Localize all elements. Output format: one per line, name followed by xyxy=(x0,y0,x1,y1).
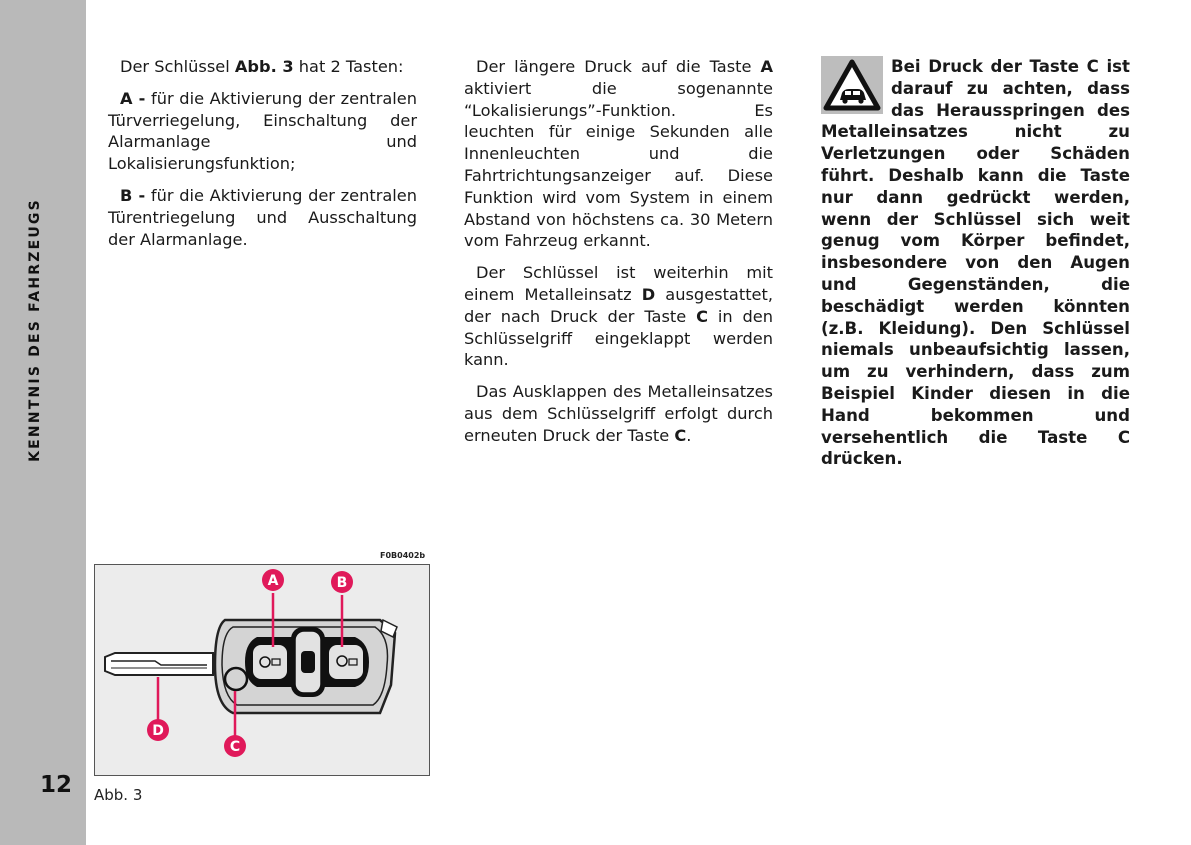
text: in den Schlüsselgriff eingeklappt werden kann. xyxy=(464,306,773,370)
figure-code: F0B0402b xyxy=(380,551,426,560)
text: Der längere Druck auf die Taste xyxy=(476,57,761,76)
paragraph xyxy=(108,185,417,250)
label-c xyxy=(224,735,246,757)
text: für die Aktivierung der zentralen Türverriegelung, Einschaltung der Alarmanlage und Lokalisierungsfunktion; xyxy=(108,88,417,174)
text: ausgestattet, der nach Druck der Taste xyxy=(464,284,773,326)
bold-text: A - xyxy=(120,88,146,108)
text-column-2 xyxy=(464,56,773,457)
svg-text:B: B xyxy=(336,575,348,591)
bold-text: B - xyxy=(120,185,146,205)
bold-text: Abb. 3 xyxy=(234,57,294,76)
paragraph xyxy=(108,56,417,78)
bold-text: C xyxy=(674,425,687,445)
key-illustration xyxy=(94,564,430,776)
text: Der Schlüssel ist weiterhin mit einem Metalleinsatz xyxy=(464,263,773,304)
svg-text:C: C xyxy=(229,739,241,755)
paragraph xyxy=(464,262,773,371)
paragraph xyxy=(464,56,773,252)
label-a xyxy=(262,569,284,591)
text: hat 2 Tasten: xyxy=(293,57,404,76)
figure-caption: Abb. 3 xyxy=(94,786,143,804)
warning-column xyxy=(821,56,1130,470)
warning-triangle-car-icon xyxy=(821,56,883,114)
text: aktiviert die sogenannte “Lokalisierungs”-Funktion. Es leuchten für einige Sekunden alle Innenleuchten und die Fahrtrichtungsanzeiger auf. Diese Funktion wird vom System in einem Abstand von höchstens ca. 30 Metern vom Fahrzeug erkannt. xyxy=(464,78,773,251)
paragraph xyxy=(464,381,773,446)
label-b xyxy=(331,571,353,593)
sidebar xyxy=(0,0,86,845)
bold-text: C xyxy=(696,306,708,326)
bold-text: D xyxy=(641,284,656,304)
label-d xyxy=(147,719,169,741)
svg-text:D: D xyxy=(152,723,164,739)
bold-text: A xyxy=(760,57,773,76)
text: für die Aktivierung der zentralen Türentriegelung und Ausschaltung der Alarmanlage. xyxy=(108,185,417,249)
text: . xyxy=(686,425,692,445)
paragraph xyxy=(108,88,417,175)
metal-blade xyxy=(105,653,213,675)
text: Das Ausklappen des Metalleinsatzes aus dem Schlüsselgriff erfolgt durch erneuten Druck der Taste xyxy=(464,382,773,445)
key-fob-body xyxy=(215,620,397,713)
page-number: 12 xyxy=(40,772,73,798)
svg-text:A: A xyxy=(267,573,279,589)
text: Der Schlüssel xyxy=(120,57,235,76)
section-title: KENNTNIS DES FAHRZEUGS xyxy=(27,198,43,462)
text-column-1 xyxy=(108,56,417,260)
warning-text: Bei Druck der Taste C ist darauf zu achten, dass das Herausspringen des Metalleinsatzes nicht zu Verletzungen oder Schäden führt. Deshalb kann die Taste nur dann gedrückt werden, wenn der Schlüssel sich weit genug vom Körper befindet, insbesondere von den Augen und Gegenständen, die beschädigt werden könnten (z.B. Kleidung). Den Schlüssel niemals unbeaufsichtig lassen, um zu verhindern, dass zum Beispiel Kinder diesen in die Hand bekommen und versehentlich die Taste C drücken. xyxy=(821,57,1130,469)
